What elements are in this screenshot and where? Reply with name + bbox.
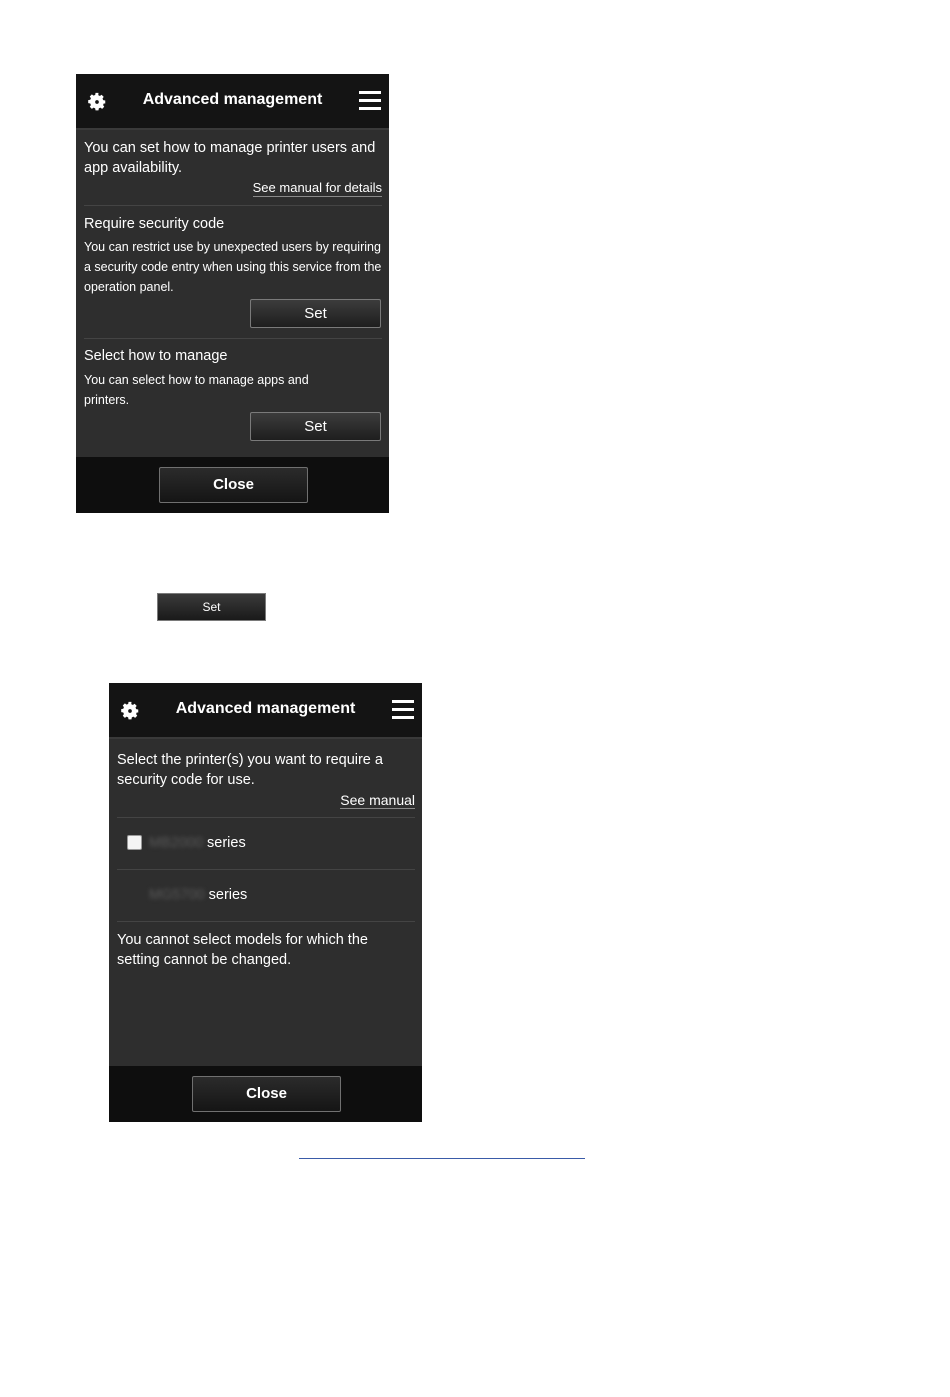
see-manual-link[interactable]: See manual	[340, 792, 415, 808]
set-security-code-button[interactable]: Set	[250, 299, 381, 328]
page-title: Advanced management	[175, 700, 356, 717]
divider	[117, 869, 415, 870]
section-heading-security-code: Require security code	[84, 216, 225, 232]
reference-link[interactable]	[299, 1158, 585, 1159]
panel-header	[109, 683, 422, 739]
panel-footer	[76, 457, 389, 513]
hamburger-menu-icon[interactable]	[392, 700, 414, 720]
printer-model-name: MG5700	[149, 887, 205, 903]
set-button[interactable]: Set	[157, 593, 266, 621]
printer-model-name: MB2000	[149, 835, 204, 851]
panel-header	[76, 74, 389, 130]
printer-series: series	[208, 887, 248, 903]
divider	[84, 338, 382, 339]
printer-row	[109, 871, 422, 919]
printer-label	[149, 833, 246, 853]
printer-row[interactable]	[109, 823, 422, 869]
security-code-printer-panel	[109, 683, 422, 1122]
set-manage-method-button[interactable]: Set	[250, 412, 381, 441]
advanced-management-panel	[76, 74, 389, 513]
close-button[interactable]: Close	[192, 1076, 341, 1112]
divider	[117, 921, 415, 922]
printer-series: series	[207, 835, 246, 851]
section-desc-select-manage: You can select how to manage apps and printers.	[84, 373, 309, 407]
section-heading-select-manage: Select how to manage	[84, 348, 228, 364]
close-button[interactable]: Close	[159, 467, 308, 503]
section-desc-security-code: You can restrict use by unexpected users by requiring a security code entry when using this service from the operation panel.	[84, 240, 382, 294]
intro-text: You can set how to manage printer users and app availability.	[84, 140, 376, 176]
hamburger-menu-icon[interactable]	[359, 91, 381, 111]
panel-footer	[109, 1066, 422, 1122]
page-title: Advanced management	[142, 91, 323, 108]
divider	[84, 205, 382, 206]
see-manual-details-link[interactable]: See manual for details	[252, 180, 382, 195]
printer-checkbox[interactable]	[127, 835, 142, 850]
divider	[117, 817, 415, 818]
note-text: You cannot select models for which the setting cannot be changed.	[117, 932, 368, 968]
printer-label	[149, 885, 247, 905]
intro-text: Select the printer(s) you want to require a security code for use.	[117, 752, 383, 788]
